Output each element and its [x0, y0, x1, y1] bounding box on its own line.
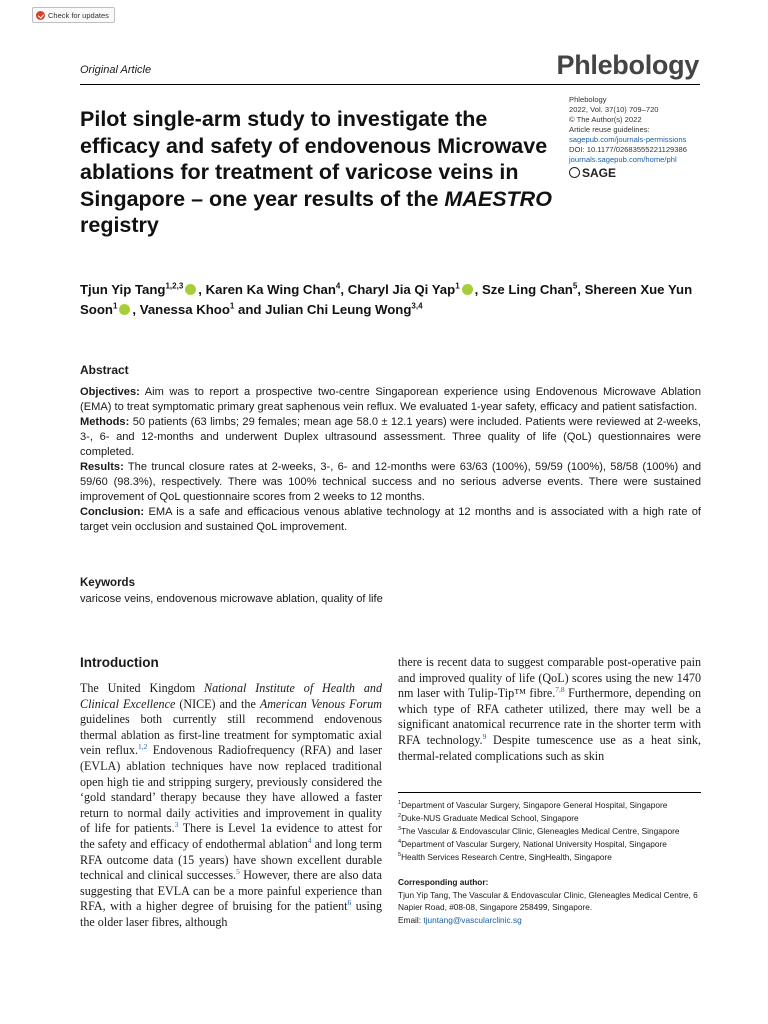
body-text: (NICE) and the	[175, 696, 260, 711]
abstract-heading: Abstract	[80, 363, 129, 377]
reference-link[interactable]: 7,8	[555, 685, 565, 695]
author-name: Sze Ling Chan	[481, 282, 573, 297]
affiliation-text: Department of Vascular Surgery, Singapore General Hospital, Singapore	[401, 800, 668, 810]
orcid-icon[interactable]	[119, 304, 130, 315]
abstract-label: Conclusion:	[80, 506, 145, 518]
author-separator: ,	[132, 302, 140, 317]
sage-logo-icon	[569, 167, 580, 178]
affiliation-item	[398, 851, 708, 864]
author-affiliation: 4	[335, 281, 341, 291]
corresponding-email-line	[398, 914, 703, 927]
abstract-methods	[80, 415, 701, 460]
title-tail: registry	[80, 213, 159, 237]
corresponding-text: Tjun Yip Tang, The Vascular & Endovascular Clinic, Gleneagles Medical Centre, 6 Napier Road, #08-08, Singapore 258499, Singapore.	[398, 889, 698, 912]
author-name: Charyl Jia Qi Yap	[347, 282, 456, 297]
affiliation-number: 1	[398, 800, 402, 807]
affiliation-item	[398, 812, 708, 825]
article-title	[80, 106, 560, 239]
abstract-objectives	[80, 385, 701, 415]
abstract-label: Results:	[80, 461, 124, 473]
abstract-text: The truncal closure rates at 2-weeks, 3-, 6- and 12-months were 63/63 (100%), 59/59 (100%), 58/58 (100%) and 59/60 (98.3%), respectively. There was 100% technical success and no serious adverse events. There were sustained improvement of QoL questionnaire scores from 2 weeks to 12 months.	[80, 461, 701, 503]
author-affiliation: 1	[455, 281, 460, 291]
abstract-label: Objectives:	[80, 386, 140, 398]
body-text: Furthermore, depending on which type of RFA catheter utilized, there may well be a significant anatomical recurrence rate in the shorter term with RFA technology.	[398, 686, 701, 747]
meta-doi: DOI: 10.1177/02683555221129386	[569, 145, 687, 154]
email-link[interactable]: tjuntang@vascularclinic.sg	[423, 914, 522, 925]
body-italic: American Venous Forum	[259, 696, 382, 711]
affiliation-number: 3	[398, 826, 402, 833]
check-for-updates-label: Check for updates	[48, 10, 109, 20]
permissions-link[interactable]: sagepub.com/journals-permissions	[569, 135, 687, 144]
keywords-heading: Keywords	[80, 577, 135, 589]
affiliation-number: 5	[398, 852, 402, 859]
abstract-results	[80, 460, 701, 505]
author-affiliation: 1,2,3	[165, 281, 184, 291]
author-name: Karen Ka Wing Chan	[205, 282, 336, 297]
abstract	[80, 363, 701, 535]
affiliation-list	[398, 799, 708, 864]
check-for-updates-badge[interactable]	[32, 7, 115, 23]
affiliation-item	[398, 825, 708, 838]
body-text: There is Level 1a evidence to attest for the safety and efficacy of endothermal ablation	[80, 821, 382, 851]
author-name: Tjun Yip Tang	[80, 282, 166, 297]
author-separator: ,	[474, 282, 482, 297]
reference-link[interactable]: 5	[236, 867, 240, 877]
reference-link[interactable]: 1,2	[138, 742, 148, 752]
title-italic: MAESTRO	[444, 186, 552, 211]
keywords-text: varicose veins, endovenous microwave ablation, quality of life	[80, 593, 383, 605]
reference-link[interactable]: 9	[482, 731, 487, 741]
abstract-text: EMA is a safe and efficacious venous ablative technology at 12 months and is associated with a high rate of target vein occlusion and sustained QoL improvement.	[80, 506, 701, 533]
body-text: The United Kingdom	[80, 681, 205, 695]
introduction-left-column	[80, 681, 382, 931]
meta-reuse: Article reuse guidelines:	[569, 125, 650, 134]
affiliation-item	[398, 838, 708, 851]
reference-link[interactable]: 6	[347, 898, 352, 908]
affiliation-text: Health Services Research Centre, SingHealth, Singapore	[401, 852, 612, 862]
author-affiliation: 3,4	[411, 301, 423, 311]
author-separator: and	[234, 302, 266, 317]
footnote-rule	[398, 792, 701, 793]
check-icon	[36, 11, 45, 20]
affiliation-text: Department of Vascular Surgery, National University Hospital, Singapore	[401, 839, 667, 849]
body-text: and long term RFA outcome data (15 years) have shown excellent durable technical and clinical successes.	[80, 836, 382, 883]
publication-meta	[569, 95, 709, 178]
author-name: Vanessa Khoo	[139, 302, 230, 317]
journal-name: Phlebology	[556, 50, 699, 80]
journal-home-link[interactable]: journals.sagepub.com/home/phl	[569, 155, 677, 164]
author-name: Shereen Xue Yun Soon	[80, 282, 693, 317]
author-separator: ,	[577, 282, 585, 297]
publisher-name: SAGE	[582, 165, 617, 180]
author-list	[80, 280, 700, 320]
introduction-heading: Introduction	[80, 655, 159, 670]
affiliation-text: Duke-NUS Graduate Medical School, Singapore	[401, 813, 579, 823]
publisher-logo	[569, 167, 709, 178]
abstract-label: Methods:	[80, 416, 130, 428]
title-main: Pilot single-arm study to investigate the efficacy and safety of endovenous Microwave ablations for treatment of varicose veins in Singapore – one year results of the	[80, 107, 548, 211]
body-italic: National Institute of Health and Clinical Excellence	[80, 681, 382, 711]
meta-citation: 2022, Vol. 37(10) 709–720	[569, 105, 659, 114]
body-text: However, there are also data suggesting that EVLA can be a more painful experience than RFA, with a higher degree of bruising for the patient	[80, 868, 382, 914]
author-affiliation: 5	[572, 281, 578, 291]
author-name: Julian Chi Leung Wong	[265, 302, 412, 317]
body-text: guidelines both currently still recommend endovenous thermal ablation as first-line treatment for symptomatic axial vein reflux.	[80, 712, 382, 758]
author-separator: ,	[198, 282, 206, 297]
reference-link[interactable]: 4	[307, 835, 312, 845]
meta-journal: Phlebology	[569, 95, 607, 104]
email-label: Email:	[398, 914, 424, 925]
affiliation-text: The Vascular & Endovascular Clinic, Gleneagles Medical Centre, Singapore	[401, 826, 680, 836]
affiliation-item	[398, 799, 708, 812]
introduction-right-column	[398, 655, 701, 764]
body-text: Endovenous Radiofrequency (RFA) and laser (EVLA) ablation techniques have now replaced traditional open high tie and stripping surgery, previously considered the ‘gold standard’ therapy because they have allowed a faster return to normal daily activities and improvement in quality of life for patients.	[80, 743, 382, 836]
keywords	[80, 576, 383, 607]
author-affiliation: 1	[112, 301, 118, 311]
abstract-text: Aim was to report a prospective two-centre Singaporean experience using Endovenous Microwave Ablation (EMA) to treat symptomatic primary great saphenous vein reflux. We evaluated 1-year safety, efficacy and patient satisfaction.	[80, 386, 701, 413]
corresponding-label: Corresponding author:	[398, 877, 489, 887]
article-type: Original Article	[80, 64, 152, 76]
meta-copyright: © The Author(s) 2022	[569, 115, 642, 124]
body-text: using the older laser fibres, although	[80, 899, 382, 929]
corresponding-author	[398, 876, 703, 926]
affiliation-number: 2	[398, 813, 402, 820]
reference-link[interactable]: 3	[174, 820, 179, 830]
abstract-text: 50 patients (63 limbs; 29 females; mean age 58.0 ± 12.1 years) were included. Patients were reviewed at 2-weeks, 3-, 6- and 12-months and underwent Duplex ultrasound assessment. Three quality of life (QoL) questionnaires were completed.	[80, 416, 701, 458]
author-separator: ,	[340, 282, 348, 297]
body-text: there is recent data to suggest comparable post-operative pain and improved quality of life (QoL) scores using the new 1470 nm laser with Tulip-Tip™ fibre.	[398, 655, 701, 701]
header-rule	[80, 84, 700, 85]
orcid-icon[interactable]	[185, 284, 196, 295]
abstract-conclusion	[80, 505, 701, 535]
affiliation-number: 4	[398, 839, 402, 846]
body-text: Despite tumescence use as a heat sink, thermal-related complications such as skin	[398, 732, 701, 763]
orcid-icon[interactable]	[462, 284, 473, 295]
author-affiliation: 1	[229, 301, 235, 311]
